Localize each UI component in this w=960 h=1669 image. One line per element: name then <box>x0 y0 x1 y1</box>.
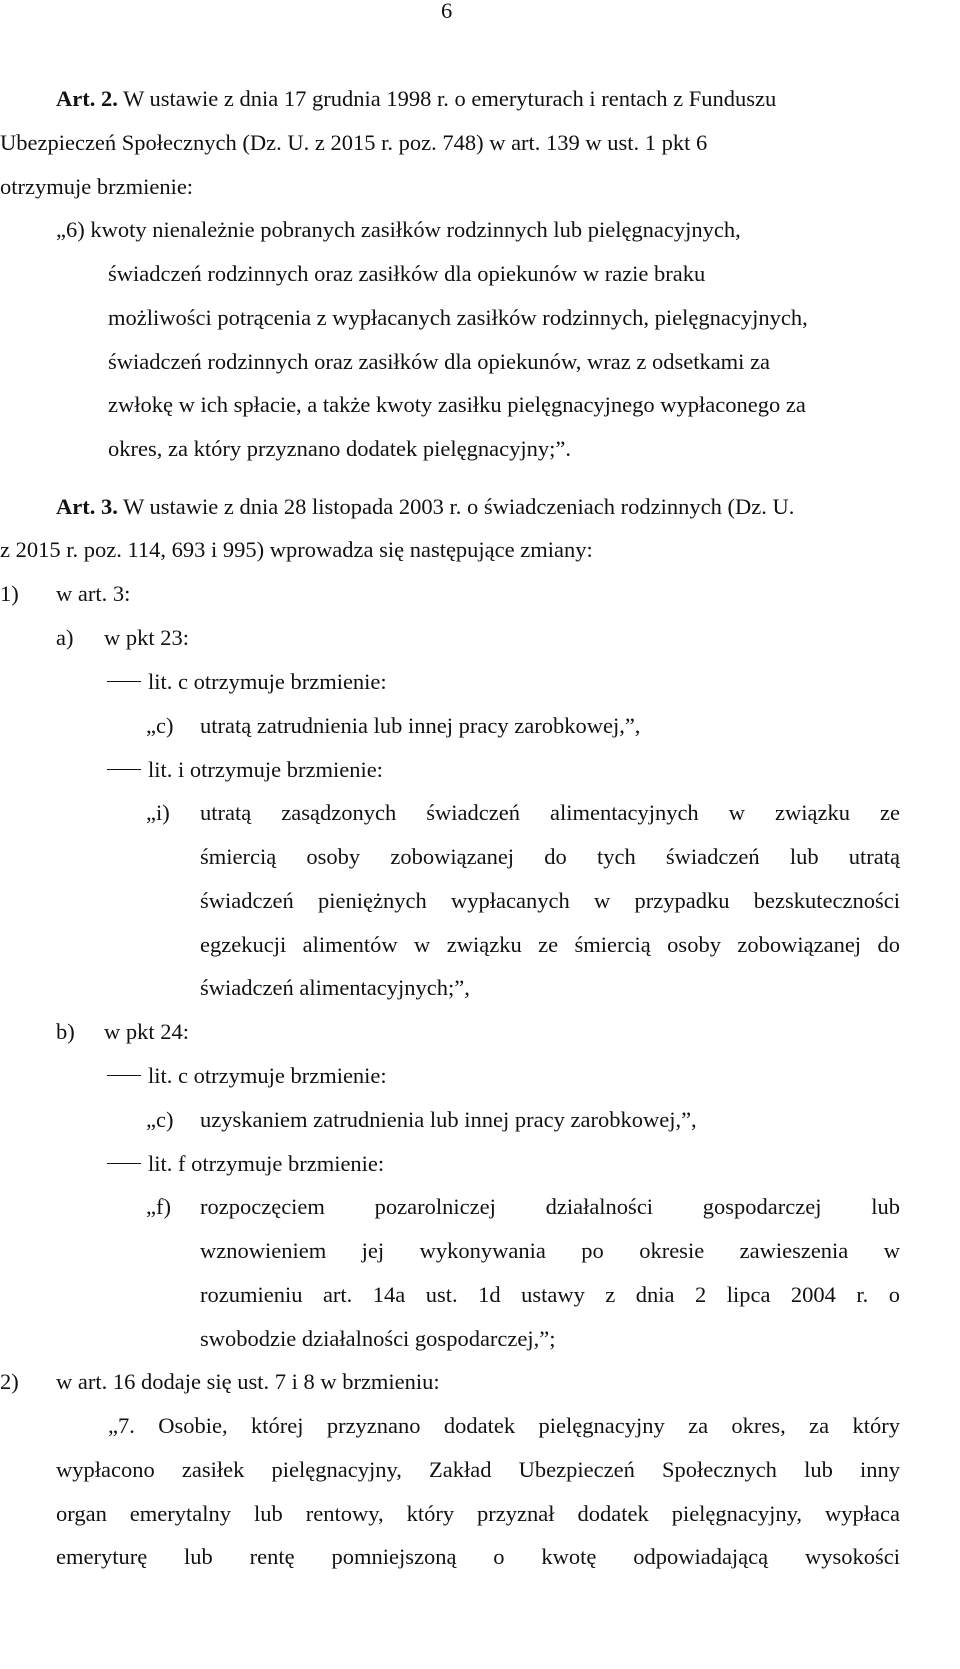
art2-quote-line-2: świadczeń rodzinnych oraz zasiłków dla opiekunów w razie braku <box>108 261 706 286</box>
b-lit-c-text: lit. c otrzymuje brzmienie: <box>148 1063 387 1088</box>
a-c-prefix: „c) <box>146 713 174 738</box>
art2-label: Art. 2. <box>56 86 118 111</box>
point-a-label: a) <box>56 625 74 650</box>
a-i-line-1: utratą zasądzonych świadczeń alimentacyjnych w związku ze <box>200 800 900 825</box>
art2-quote-line-3: możliwości potrącenia z wypłacanych zasiłków rodzinnych, pielęgnacyjnych, <box>108 305 808 330</box>
ust7-line-3: organ emerytalny lub rentowy, który przyznał dodatek pielęgnacyjny, wypłaca <box>56 1501 900 1526</box>
art3-line-2: z 2015 r. poz. 114, 693 i 995) wprowadza się następujące zmiany: <box>0 537 593 562</box>
dash-bullet <box>107 769 141 770</box>
art3-label: Art. 3. <box>56 494 118 519</box>
art2-quote-line-5: zwłokę w ich spłacie, a także kwoty zasiłku pielęgnacyjnego wypłaconego za <box>108 392 806 417</box>
art2-quote-line-4: świadczeń rodzinnych oraz zasiłków dla opiekunów, wraz z odsetkami za <box>108 349 771 374</box>
a-i-line-5: świadczeń alimentacyjnych;”, <box>200 975 470 1000</box>
b-f-prefix: „f) <box>146 1194 171 1219</box>
point-1-number: 1) <box>0 581 19 606</box>
b-f-line-4: swobodzie działalności gospodarczej,”; <box>200 1326 556 1351</box>
ust7-line-4: emeryturę lub rentę pomniejszoną o kwotę odpowiadającą wysokości <box>56 1544 900 1569</box>
a-i-line-2: śmiercią osoby zobowiązanej do tych świadczeń lub utratą <box>200 844 900 869</box>
b-f-line-1: rozpoczęciem pozarolniczej działalności gospodarczej lub <box>200 1194 900 1219</box>
b-c-prefix: „c) <box>146 1107 174 1132</box>
a-c-text: utratą zatrudnienia lub innej pracy zarobkowej,”, <box>200 713 641 738</box>
art2-line-1: Art. 2. W ustawie z dnia 17 grudnia 1998 r. o emeryturach i rentach z Funduszu <box>56 86 777 111</box>
point-b-text: w pkt 24: <box>104 1019 190 1044</box>
a-i-prefix: „i) <box>146 800 170 825</box>
b-f-line-2: wznowieniem jej wykonywania po okresie zawieszenia w <box>200 1238 900 1263</box>
point-a-text: w pkt 23: <box>104 625 190 650</box>
ust7-line-2: wypłacono zasiłek pielęgnacyjny, Zakład Ubezpieczeń Społecznych lub inny <box>56 1457 900 1482</box>
dash-bullet <box>107 1075 141 1076</box>
dash-bullet <box>107 681 141 682</box>
a-i-line-3: świadczeń pieniężnych wypłacanych w przypadku bezskuteczności <box>200 888 900 913</box>
art2-quote-line-6: okres, za który przyznano dodatek pielęgnacyjny;”. <box>108 436 571 461</box>
dash-bullet <box>107 1163 141 1164</box>
point-b-label: b) <box>56 1019 75 1044</box>
a-lit-i-text: lit. i otrzymuje brzmienie: <box>148 757 383 782</box>
a-lit-c-text: lit. c otrzymuje brzmienie: <box>148 669 387 694</box>
ust7-line-1: „7. Osobie, której przyznano dodatek pielęgnacyjny za okres, za który <box>108 1413 900 1438</box>
a-i-line-4: egzekucji alimentów w związku ze śmiercią osoby zobowiązanej do <box>200 932 900 957</box>
art2-quote-line-1: „6) kwoty nienależnie pobranych zasiłków rodzinnych lub pielęgnacyjnych, <box>56 217 741 242</box>
b-f-line-3: rozumieniu art. 14a ust. 1d ustawy z dnia 2 lipca 2004 r. o <box>200 1282 900 1307</box>
page-number: 6 <box>441 0 453 23</box>
art2-line-2: Ubezpieczeń Społecznych (Dz. U. z 2015 r. poz. 748) w art. 139 w ust. 1 pkt 6 <box>0 130 708 155</box>
point-2-number: 2) <box>0 1369 19 1394</box>
b-lit-f-text: lit. f otrzymuje brzmienie: <box>148 1151 385 1176</box>
art3-line-1: Art. 3. W ustawie z dnia 28 listopada 2003 r. o świadczeniach rodzinnych (Dz. U. <box>56 494 795 519</box>
art2-line-3: otrzymuje brzmienie: <box>0 174 194 199</box>
b-c-text: uzyskaniem zatrudnienia lub innej pracy zarobkowej,”, <box>200 1107 697 1132</box>
point-2-text: w art. 16 dodaje się ust. 7 i 8 w brzmieniu: <box>56 1369 440 1394</box>
point-1-text: w art. 3: <box>56 581 131 606</box>
